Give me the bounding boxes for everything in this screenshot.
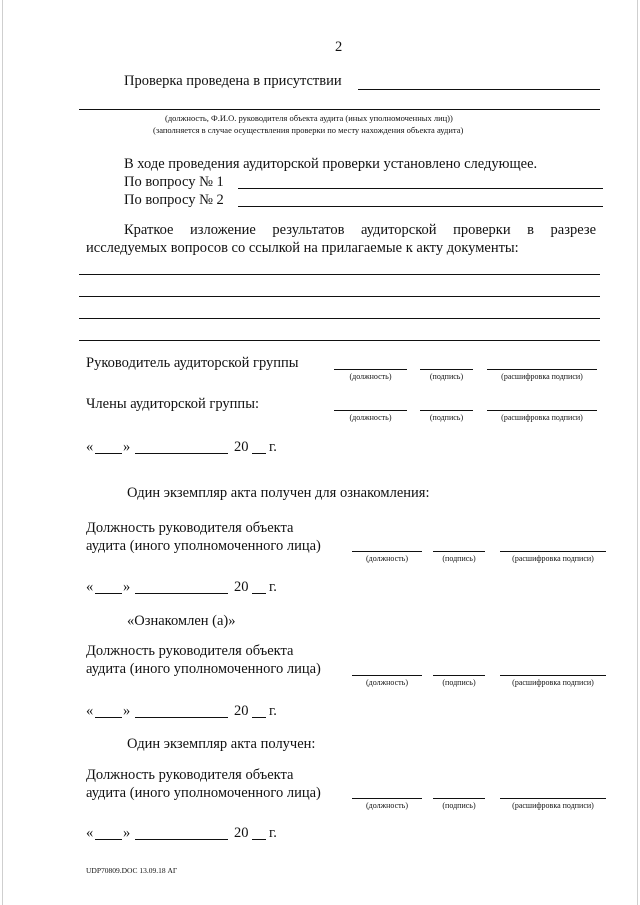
summary-fill-line: [79, 318, 600, 319]
caption-position: (должность): [366, 801, 408, 810]
group-leader-label: Руководитель аудиторской группы: [86, 355, 299, 371]
date-month-line: [135, 839, 228, 840]
caption-position: (должность): [366, 554, 408, 563]
findings-intro: В ходе проведения аудиторской проверки установлено следующее.: [124, 156, 538, 172]
caption-decoding: (расшифровка подписи): [512, 801, 594, 810]
question-2-fill-line: [238, 206, 603, 207]
receipt-2-label-2: аудита (иного уполномоченного лица): [86, 785, 321, 801]
members-decoding-line: [487, 410, 597, 411]
summary-fill-line: [79, 340, 600, 341]
caption-signature: (подпись): [429, 413, 464, 422]
acquainted-decoding-line: [500, 675, 606, 676]
question-2-label: По вопросу № 2: [124, 192, 224, 208]
receipt-1-decoding-line: [500, 551, 606, 552]
scan-edge-left: [2, 0, 3, 905]
question-1-label: По вопросу № 1: [124, 174, 224, 190]
caption-position: (должность): [366, 678, 408, 687]
date-year-suffix: г.: [269, 703, 277, 719]
receipt-familiarization-intro: Один экземпляр акта получен для ознакомления:: [127, 485, 430, 501]
receipt-1-position-line: [352, 551, 422, 552]
receipt-2-position-line: [352, 798, 422, 799]
caption-decoding: (расшифровка подписи): [512, 554, 594, 563]
presence-hint-1: (должность, Ф.И.О. руководителя объекта аудита (иных уполномоченных лиц)): [165, 113, 453, 123]
acquainted-position-line: [352, 675, 422, 676]
receipt-1-signature-line: [433, 551, 485, 552]
footer-file-reference: UDP70809.DOC 13.09.18 АГ: [86, 866, 178, 875]
summary-fill-line: [79, 274, 600, 275]
date-day-line: [95, 593, 122, 594]
caption-signature: (подпись): [429, 372, 464, 381]
presence-fill-line: [358, 89, 600, 90]
caption-signature: (подпись): [442, 801, 476, 810]
leader-position-line: [334, 369, 407, 370]
acquainted-label-2: аудита (иного уполномоченного лица): [86, 661, 321, 677]
date-open-quote: «: [86, 825, 94, 841]
presence-label: Проверка проведена в присутствии: [124, 73, 342, 89]
date-year-prefix: 20: [234, 579, 249, 595]
scan-edge-right: [637, 0, 638, 905]
caption-signature: (подпись): [442, 678, 476, 687]
receipt-2-label-1: Должность руководителя объекта: [86, 767, 294, 783]
summary-text-line-2: исследуемых вопросов со ссылкой на прилагаемые к акту документы:: [86, 240, 519, 256]
acquainted-intro: «Ознакомлен (а)»: [127, 613, 236, 629]
presence-fill-line-full: [79, 109, 600, 110]
date-year-line: [252, 839, 266, 840]
date-year-line: [252, 593, 266, 594]
date-year-suffix: г.: [269, 579, 277, 595]
caption-decoding: (расшифровка подписи): [512, 678, 594, 687]
summary-fill-line: [79, 296, 600, 297]
caption-signature: (подпись): [442, 554, 476, 563]
acquainted-signature-line: [433, 675, 485, 676]
date-close-quote: »: [123, 825, 131, 841]
date-day-line: [95, 839, 122, 840]
summary-text-line-1: Краткое изложение результатов аудиторской проверки в разрезе: [124, 222, 596, 238]
date-year-line: [252, 717, 266, 718]
date-year-prefix: 20: [234, 439, 249, 455]
receipt-2-signature-line: [433, 798, 485, 799]
date-day-line: [95, 453, 122, 454]
date-year-line: [252, 453, 266, 454]
date-close-quote: »: [123, 703, 131, 719]
receipt-1-label-2: аудита (иного уполномоченного лица): [86, 538, 321, 554]
members-position-line: [334, 410, 407, 411]
page-number: 2: [335, 39, 343, 55]
receipt-1-label-1: Должность руководителя объекта: [86, 520, 294, 536]
question-1-fill-line: [238, 188, 603, 189]
date-open-quote: «: [86, 703, 94, 719]
date-open-quote: «: [86, 579, 94, 595]
date-year-prefix: 20: [234, 825, 249, 841]
receipt-received-intro: Один экземпляр акта получен:: [127, 736, 316, 752]
date-month-line: [135, 717, 228, 718]
date-year-suffix: г.: [269, 825, 277, 841]
caption-decoding: (расшифровка подписи): [501, 372, 583, 381]
caption-decoding: (расшифровка подписи): [501, 413, 583, 422]
leader-signature-line: [420, 369, 473, 370]
group-members-label: Члены аудиторской группы:: [86, 396, 259, 412]
caption-position: (должность): [349, 372, 392, 381]
receipt-2-decoding-line: [500, 798, 606, 799]
date-month-line: [135, 453, 228, 454]
presence-hint-2: (заполняется в случае осуществления проверки по месту нахождения объекта аудита): [153, 125, 464, 135]
caption-position: (должность): [349, 413, 392, 422]
date-year-suffix: г.: [269, 439, 277, 455]
members-signature-line: [420, 410, 473, 411]
acquainted-label-1: Должность руководителя объекта: [86, 643, 294, 659]
date-year-prefix: 20: [234, 703, 249, 719]
date-open-quote: «: [86, 439, 94, 455]
leader-decoding-line: [487, 369, 597, 370]
date-close-quote: »: [123, 439, 131, 455]
date-day-line: [95, 717, 122, 718]
date-close-quote: »: [123, 579, 131, 595]
date-month-line: [135, 593, 228, 594]
